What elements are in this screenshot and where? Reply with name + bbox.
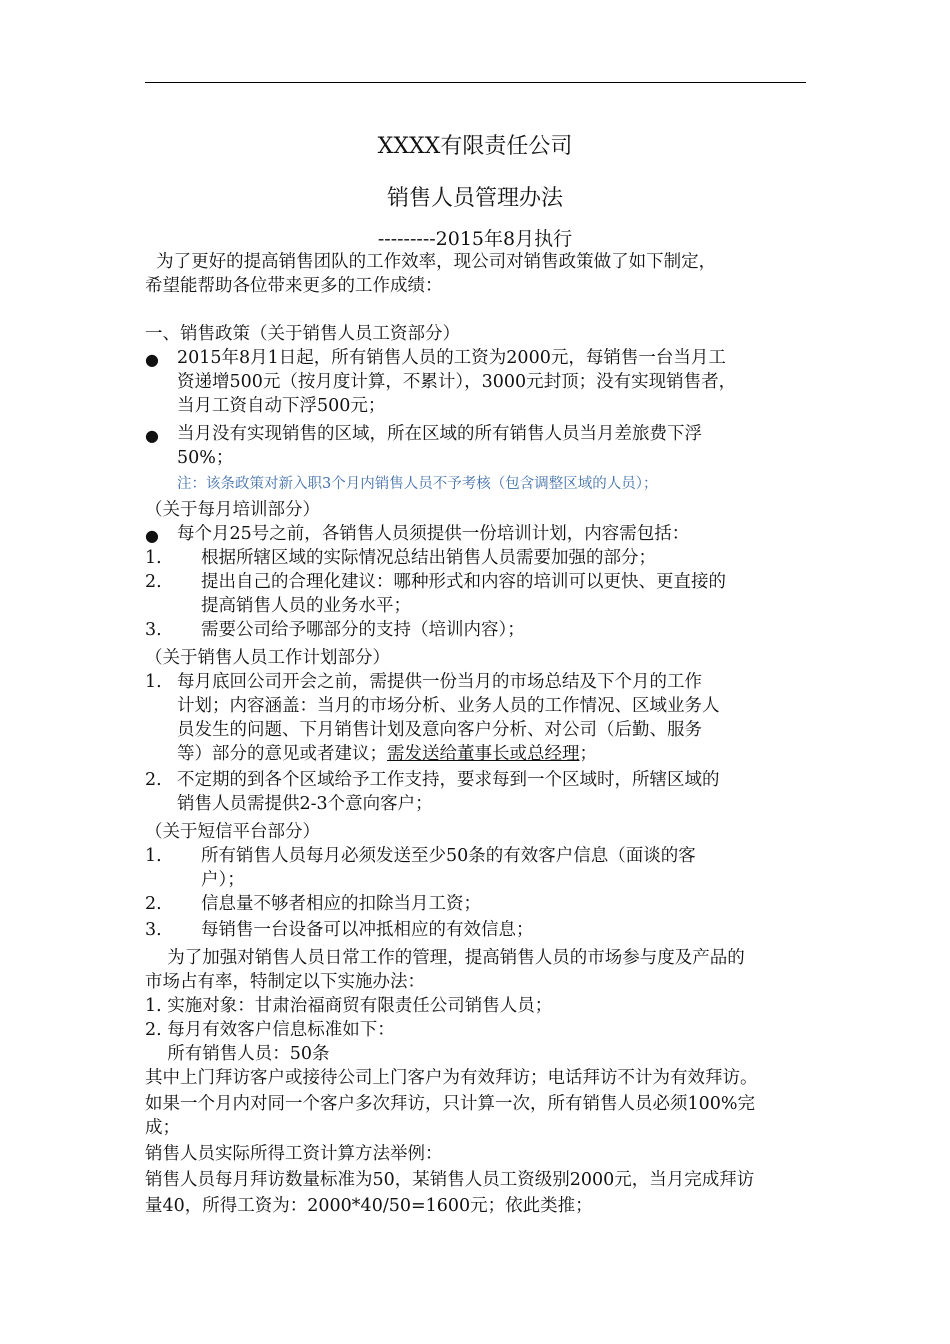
rule-line: 成；	[145, 1118, 180, 1138]
list-number: 3.	[145, 620, 162, 640]
list-item: 提出自己的合理化建议：哪种形式和内容的培训可以更快、更直接的	[201, 572, 726, 592]
paragraph-line: 市场占有率，特制定以下实施办法：	[145, 972, 425, 992]
underlined-instruction: 需发送给董事长或总经理	[387, 744, 580, 764]
document-title: 销售人员管理办法	[386, 186, 563, 211]
list-number: 1.	[145, 548, 162, 568]
intro-line: 希望能帮助各位带来更多的工作成绩：	[145, 276, 443, 296]
list-number: 1.	[145, 846, 162, 866]
list-number: 2.	[145, 572, 162, 592]
section-heading: （关于销售人员工作计划部分）	[145, 648, 390, 668]
example-line: 销售人员每月拜访数量标准为50，某销售人员工资级别2000元，当月完成拜访	[145, 1170, 755, 1190]
list-item: 信息量不够者相应的扣除当月工资；	[201, 894, 481, 914]
section-heading: （关于每月培训部分）	[145, 500, 320, 520]
list-item: 1. 实施对象：甘肃治福商贸有限责任公司销售人员；	[145, 996, 553, 1016]
list-item: 2. 每月有效客户信息标准如下：	[145, 1020, 395, 1040]
list-item: 销售人员需提供2-3个意向客户；	[177, 794, 433, 814]
bullet-line: 50%；	[177, 448, 234, 468]
intro-line: 为了更好的提高销售团队的工作效率，现公司对销售政策做了如下制定，	[145, 252, 717, 272]
header-rule	[145, 82, 806, 83]
paragraph-line: 为了加强对销售人员日常工作的管理，提高销售人员的市场参与度及产品的	[145, 948, 745, 968]
list-item: 提高销售人员的业务水平；	[201, 596, 411, 616]
rule-line: 其中上门拜访客户或接待公司上门客户为有效拜访；电话拜访不计为有效拜访。	[145, 1068, 758, 1088]
bullet-icon: ●	[145, 526, 159, 545]
company-name: XXXX有限责任公司	[377, 134, 573, 159]
list-item: 根据所辖区域的实际情况总结出销售人员需要加强的部分；	[201, 548, 656, 568]
list-item: 不定期的到各个区域给予工作支持，要求每到一个区域时，所辖区域的	[177, 770, 720, 790]
bullet-line: 当月没有实现销售的区域，所在区域的所有销售人员当月差旅费下浮	[177, 424, 702, 444]
bullet-icon: ●	[145, 426, 159, 445]
list-item-text: 等）部分的意见或者建议；	[177, 744, 387, 764]
rule-line: 如果一个月内对同一个客户多次拜访，只计算一次，所有销售人员必须100%完	[145, 1094, 756, 1114]
list-number: 1.	[145, 672, 162, 692]
bullet-line: 每个月25号之前，各销售人员须提供一份培训计划，内容需包括：	[177, 524, 690, 544]
section-heading: （关于短信平台部分）	[145, 822, 320, 842]
section-heading: 一、销售政策（关于销售人员工资部分）	[145, 324, 460, 344]
list-item: 每月底回公司开会之前，需提供一份当月的市场总结及下个月的工作	[177, 672, 702, 692]
list-item: 每销售一台设备可以冲抵相应的有效信息；	[201, 920, 534, 940]
example-heading: 销售人员实际所得工资计算方法举例：	[145, 1144, 443, 1164]
list-number: 2.	[145, 770, 162, 790]
bullet-icon: ●	[145, 350, 159, 369]
example-line: 量40，所得工资为：2000*40/50=1600元；依此类推；	[145, 1196, 593, 1216]
bullet-line: 当月工资自动下浮500元；	[177, 396, 386, 416]
list-item: 户）；	[201, 870, 245, 890]
bullet-line: 2015年8月1日起，所有销售人员的工资为2000元，每销售一台当月工	[177, 348, 726, 368]
list-number: 2.	[145, 894, 162, 914]
standard-value: 所有销售人员：50条	[145, 1044, 330, 1064]
list-item-text: ；	[579, 744, 597, 764]
list-item	[177, 742, 597, 766]
list-item: 所有销售人员每月必须发送至少50条的有效客户信息（面谈的客	[201, 846, 696, 866]
list-number: 3.	[145, 920, 162, 940]
list-item: 需要公司给予哪部分的支持（培训内容）；	[201, 620, 525, 640]
list-item: 计划；内容涵盖：当月的市场分析、业务人员的工作情况、区域业务人	[177, 696, 720, 716]
list-item: 员发生的问题、下月销售计划及意向客户分析、对公司（后勤、服务	[177, 720, 702, 740]
bullet-line: 资递增500元（按月度计算，不累计），3000元封顶；没有实现销售者，	[177, 372, 737, 392]
effective-date: ---------2015年8月执行	[377, 228, 573, 250]
policy-note: 注：该条政策对新入职3个月内销售人员不予考核（包含调整区域的人员）；	[177, 476, 658, 492]
